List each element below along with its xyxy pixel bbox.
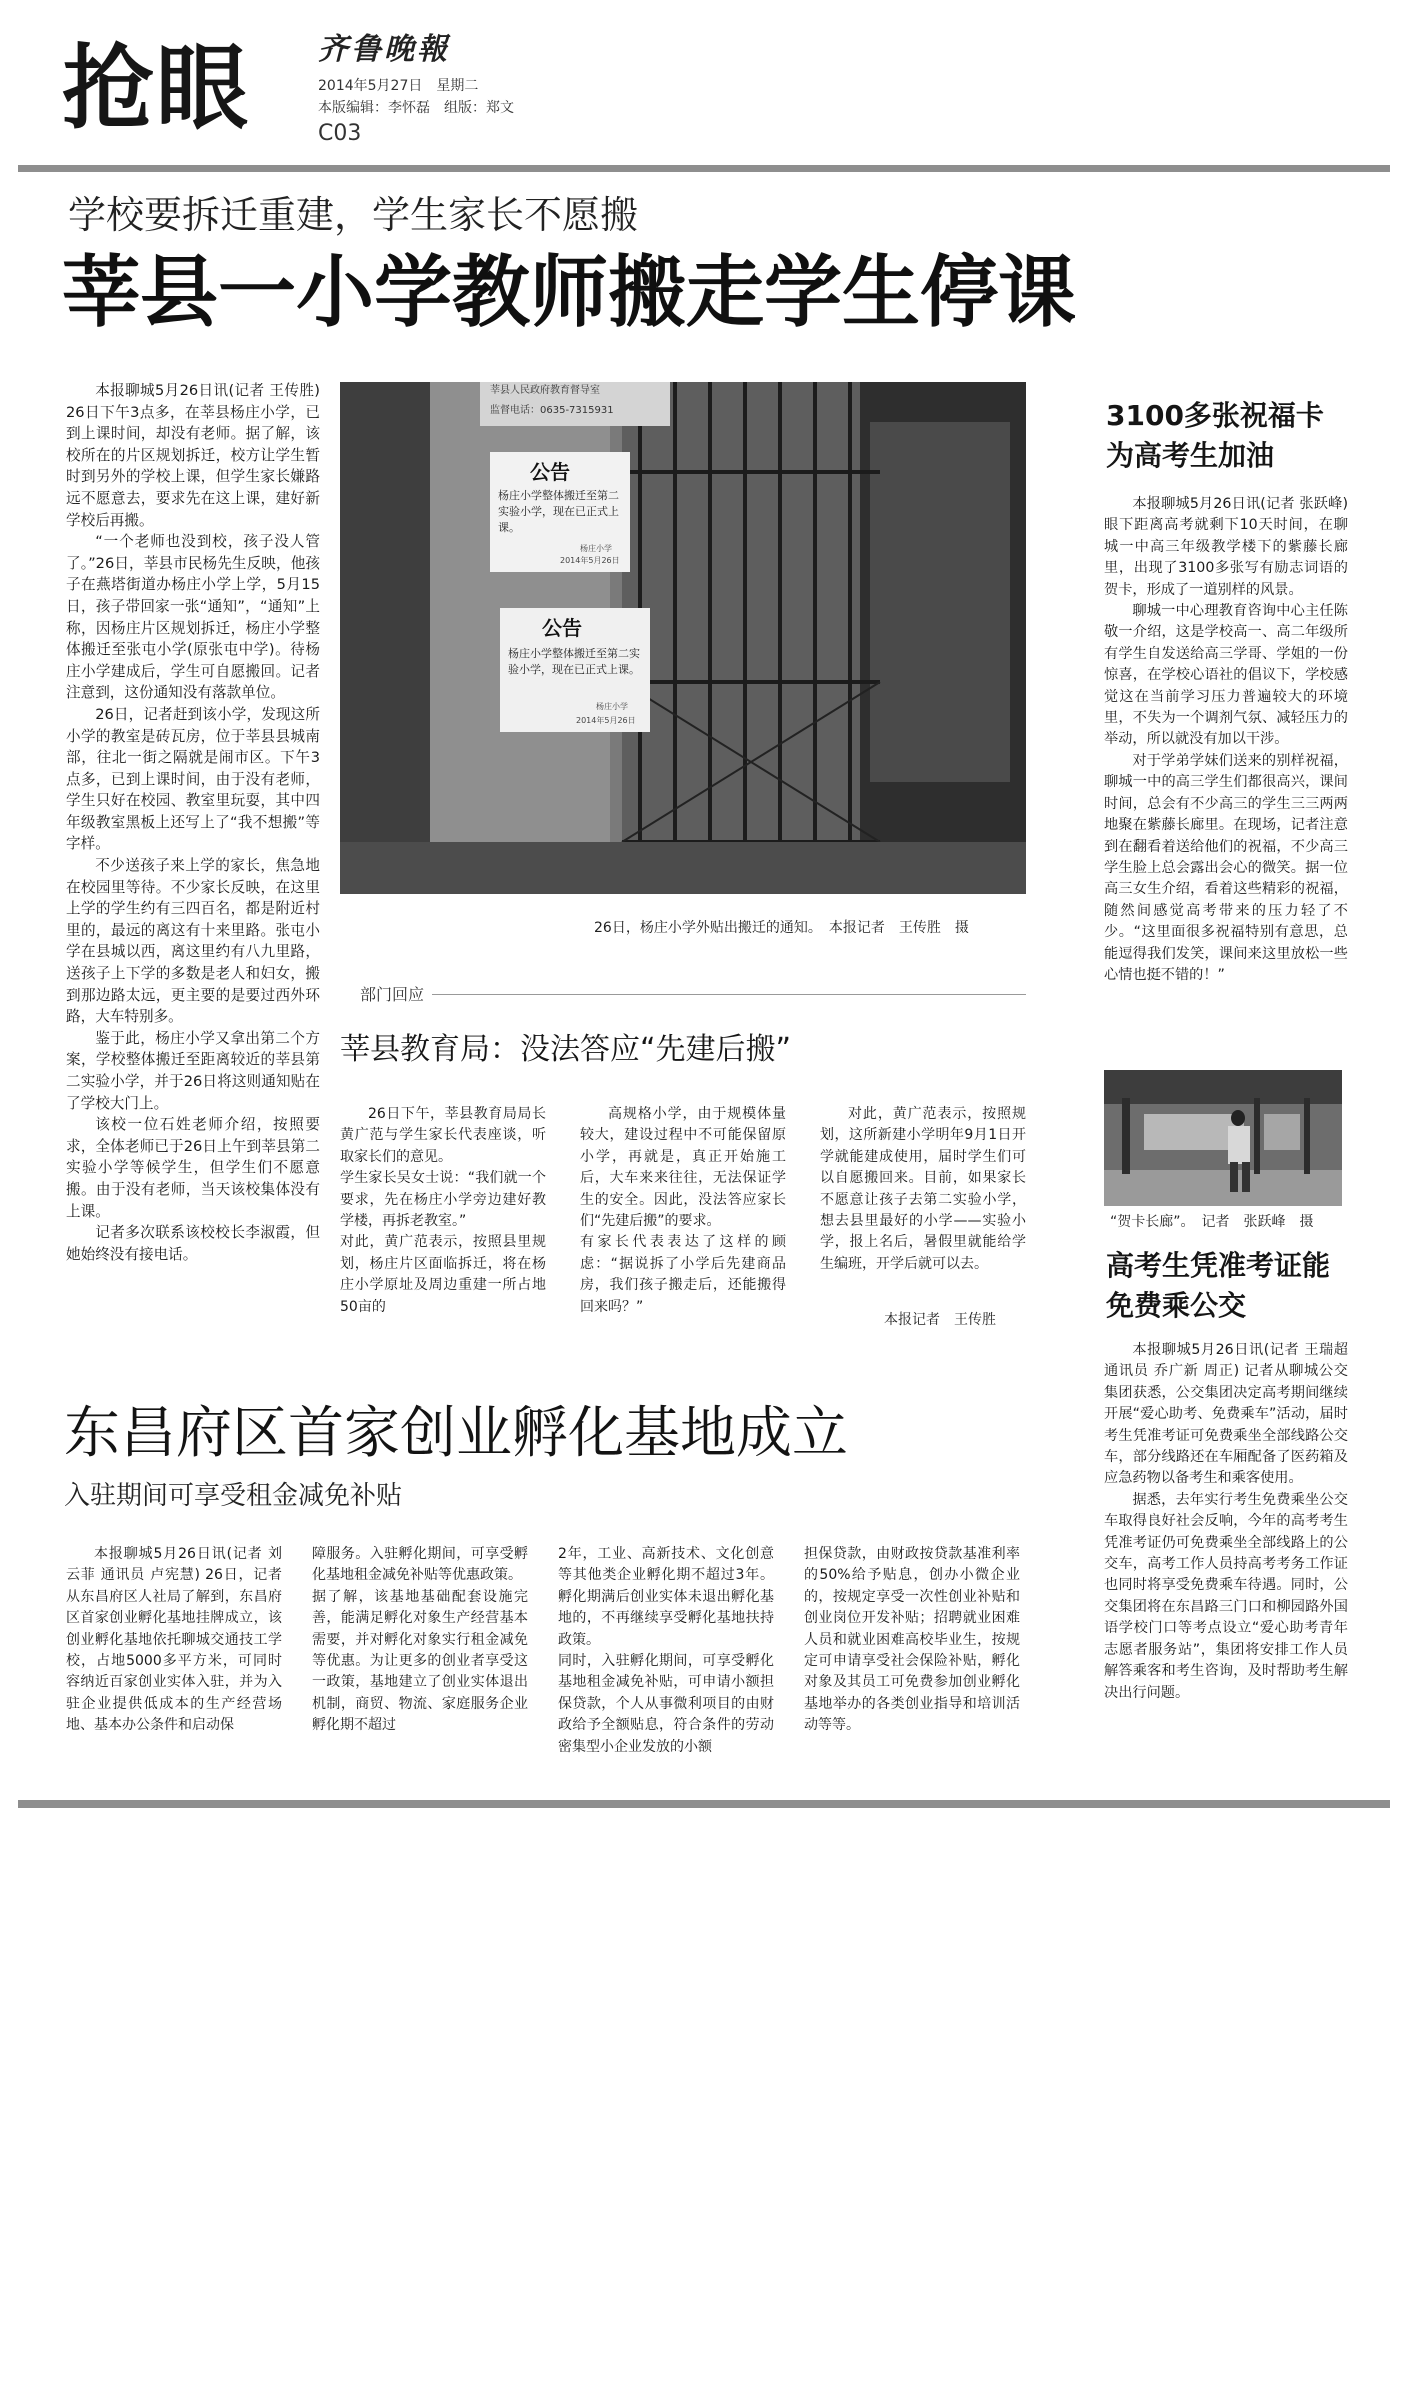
lead-body-column — [66, 380, 320, 1340]
sidebar-photo-caption: “贺卡长廊”。 记者 张跃峰 摄 — [1110, 1214, 1314, 1230]
response-byline: 本报记者 王传胜 — [884, 1312, 996, 1328]
lead-kicker: 学校要拆迁重建，学生家长不愿搬 — [68, 193, 639, 237]
top-divider — [18, 165, 1390, 172]
sidebar-paragraph: 据悉，去年实行考生免费乘坐公交车取得良好社会反响，今年的高考考生凭准考证仍可免费乘坐全部线路上的公交车，高考工作人员持高考考务工作证也同时将享受免费乘车待遇。同时，公交集团将在东昌路三门口和柳园路外国语学校门口等考点设立“爱心助考青年志愿者服务站”，集团将安排工作人员解答乘客和考生咨询，及时帮助考生解决出行问题。 — [1104, 1491, 1348, 1701]
response-column-3: 对此，黄广范表示，按照规划，这所新建小学明年9月1日开学就能建成使用，届时学生们可以自愿搬回来。目前，如果家长不愿意让孩子去第二实验小学，想去县里最好的小学——实验小学，报上名后，暑假里就能给学生编班，开学后就可以去。 — [820, 1106, 1026, 1272]
sidebar-paragraph: 本报聊城5月26日讯(记者 王瑞超 通讯员 乔广新 周正) 记者从聊城公交集团获悉，公交集团决定高考期间继续开展“爱心助考、免费乘车”活动，届时考生凭准考证可免费乘坐全部线路公交车，部分线路还在车厢配备了医药箱及应急药物以备考生和乘客使用。 — [1104, 1342, 1348, 1487]
sidebar-story2-headline: 高考生凭准考证能免费乘公交 — [1106, 1249, 1331, 1322]
response-tag-rule — [432, 994, 1026, 995]
section-title: 抢眼 — [62, 35, 251, 142]
second-subhead: 入驻期间可享受租金减免补贴 — [64, 1481, 403, 1511]
editor-credits: 本版编辑：李怀磊 组版：郑文 — [318, 100, 514, 116]
sidebar-story1-headline: 3100多张祝福卡为高考生加油 — [1106, 399, 1324, 472]
sidebar-photo — [1104, 1070, 1342, 1206]
lead-paragraph: 该校一位石姓老师介绍，按照要求，全体老师已于26日上午到莘县第二实验小学等候学生，但学生们不愿意搬。由于没有老师，当天该校集体没有上课。 — [66, 1116, 320, 1220]
second-column-3: 2年，工业、高新技术、文化创意等其他类企业孵化期不超过3年。孵化期满后创业实体未退出孵化基地的，不再继续享受孵化基地扶持政策。 同时，入驻孵化期间，可享受孵化基地租金减免补贴，可申请小额担保贷款，个人从事微利项目的由财政给予全额贴息，符合条件的劳动密集型小企业发放的小额 — [558, 1546, 774, 1755]
corridor-illustration — [1104, 1070, 1342, 1206]
issue-date: 2014年5月27日 星期二 — [318, 78, 479, 94]
notice-title: 公告 — [542, 616, 582, 640]
notice-signature: 杨庄小学 — [596, 702, 628, 711]
notice-signature: 杨庄小学 — [580, 544, 612, 553]
notice-text: 杨庄小学整体搬迁至第二实验小学，现在已正式上课。 — [498, 489, 619, 534]
lead-paragraph: 26日，记者赶到该小学，发现这所小学的教室是砖瓦房，位于莘县县城南部，往北一街之隔就是闹市区。下午3点多，已到上课时间，由于没有老师，学生只好在校园、教室里玩耍，其中四年级教室黑板上还写上了“我不想搬”等字样。 — [66, 705, 320, 853]
page-number: C03 — [318, 121, 362, 146]
notice-date: 2014年5月26日 — [560, 556, 620, 565]
response-column-2: 高规格小学，由于规模体量较大，建设过程中不可能保留原小学，再就是，真正开始施工后，大车来来往往，无法保证学生的安全。因此，没法答应家长们“先建后搬”的要求。 有家长代表表达了这样的顾虑：“据说拆了小学后先建商品房，我们孩子搬走后，还能搬得回来吗？” — [580, 1106, 786, 1315]
sidebar-paragraph: 本报聊城5月26日讯(记者 张跃峰) 眼下距离高考就剩下10天时间，在聊城一中高三年级教学楼下的紫藤长廊里，出现了3100多张写有励志词语的贺卡，形成了一道别样的风景。 — [1104, 496, 1348, 598]
response-column-1: 26日下午，莘县教育局局长黄广范与学生家长代表座谈，听取家长们的意见。 学生家长吴女士说：“我们就一个要求，先在杨庄小学旁边建好教学楼，再拆老教室。” 对此，黄广范表示，按照县里规划，杨庄片区面临拆迁，将在杨庄小学原址及周边重建一所占地50亩的 — [340, 1106, 546, 1315]
notice-text: 杨庄小学整体搬迁至第二实验小学，现在已正式上课。 — [508, 647, 640, 676]
sidebar-story2-body — [1104, 1340, 1348, 1790]
response-tag: 部门回应 — [360, 985, 425, 1004]
sign-phone: 监督电话：0635-7315931 — [490, 405, 614, 416]
lead-photo — [340, 382, 1026, 894]
notice-title: 公告 — [530, 460, 570, 484]
sidebar-story1-body — [1104, 494, 1348, 1074]
sidebar-paragraph: 对于学弟学妹们送来的别样祝福，聊城一中的高三学生们都很高兴，课间时间，总会有不少高三的学生三三两两地聚在紫藤长廊里。在现场，记者注意到在翻看着送给他们的祝福，不少高三学生脸上总会露出会心的微笑。据一位高三女生介绍，看着这些精彩的祝福，随然间感觉高考带来的压力轻了不少。“这里面很多祝福特别有意思，总能逗得我们发笑，课间来这里放松一些心情也挺不错的！” — [1104, 752, 1348, 983]
lead-paragraph: 本报聊城5月26日讯(记者 王传胜) 26日下午3点多，在莘县杨庄小学，已到上课时间，却没有老师。据了解，该校所在的片区规划拆迁，校方让学生暂时到另外的学校上课，但学生家长嫌路远不愿意去，要求先在这上课，建好新学校后再搬。 — [66, 382, 320, 529]
notice-date: 2014年5月26日 — [576, 716, 636, 725]
second-column-1: 本报聊城5月26日讯(记者 刘云菲 通讯员 卢宪慧) 26日，记者从东昌府区人社局了解到，东昌府区首家创业孵化基地挂牌成立，该创业孵化基地依托聊城交通技工学校，占地5000多平方米，可同时容纳近百家创业实体入驻，并为入驻企业提供低成本的生产经营场地、基本办公条件和启动保 — [66, 1546, 282, 1734]
gate-notice-illustration — [340, 382, 1026, 894]
second-column-2: 障服务。入驻孵化期间，可享受孵化基地租金减免补贴等优惠政策。 据了解，该基地基础配套设施完善，能满足孵化对象生产经营基本需要，并对孵化对象实行租金减免等优惠。为让更多的创业者享受这一政策，基地建立了创业实体退出机制，商贸、物流、家庭服务企业孵化期不超过 — [312, 1546, 528, 1734]
paper-logo: 齐鲁晚報 — [318, 32, 450, 67]
sidebar-paragraph: 聊城一中心理教育咨询中心主任陈敬一介绍，这是学校高一、高二年级所有学生自发送给高三学哥、学姐的一份惊喜，在学校心语社的倡议下，学校感觉这在当前学习压力普遍较大的环境里，不失为一个调剂气氛、减轻压力的举动，所以就没有加以干涉。 — [1104, 603, 1348, 748]
second-column-4: 担保贷款，由财政按贷款基准利率的50%给予贴息，创办小微企业的，按规定享受一次性创业补贴和创业岗位开发补贴；招聘就业困难人员和就业困难高校毕业生，按规定可申请享受社会保险补贴，孵化对象及其员工可免费参加创业孵化基地举办的各类创业指导和培训活动等等。 — [804, 1546, 1020, 1734]
response-headline: 莘县教育局：没法答应“先建后搬” — [340, 1032, 792, 1067]
lead-paragraph: 不少送孩子来上学的家长，焦急地在校园里等待。不少家长反映，在这里上学的学生约有三四百名，都是附近村里的，最远的离这有十来里路。张屯小学在县城以西，离这里约有八九里路，送孩子上下学的多数是老人和妇女，搬到那边路太远，更主要的是要过西外环路，大车特别多。 — [66, 857, 320, 1026]
lead-paragraph: “一个老师也没到校，孩子没人管了。”26日，莘县市民杨先生反映，他孩子在燕塔街道办杨庄小学上学，5月15日，孩子带回家一张“通知”，“通知”上称，因杨庄片区规划拆迁，杨庄小学整体搬迁至张屯小学(原张屯中学)。待杨庄小学建成后，学生可自愿搬回。记者注意到，这份通知没有落款单位。 — [66, 533, 320, 702]
lead-headline: 莘县一小学教师搬走学生停课 — [62, 248, 1077, 338]
lead-photo-caption: 26日，杨庄小学外贴出搬迁的通知。 本报记者 王传胜 摄 — [594, 920, 969, 936]
bottom-divider — [18, 1800, 1390, 1808]
lead-paragraph: 鉴于此，杨庄小学又拿出第二个方案，学校整体搬迁至距离较近的莘县第二实验小学，并于26日将这则通知贴在了学校大门上。 — [66, 1029, 320, 1112]
lead-paragraph: 记者多次联系该校校长李淑霞，但她始终没有接电话。 — [66, 1224, 320, 1263]
sign-header: 莘县人民政府教育督导室 — [490, 385, 600, 396]
second-headline: 东昌府区首家创业孵化基地成立 — [64, 1401, 848, 1466]
